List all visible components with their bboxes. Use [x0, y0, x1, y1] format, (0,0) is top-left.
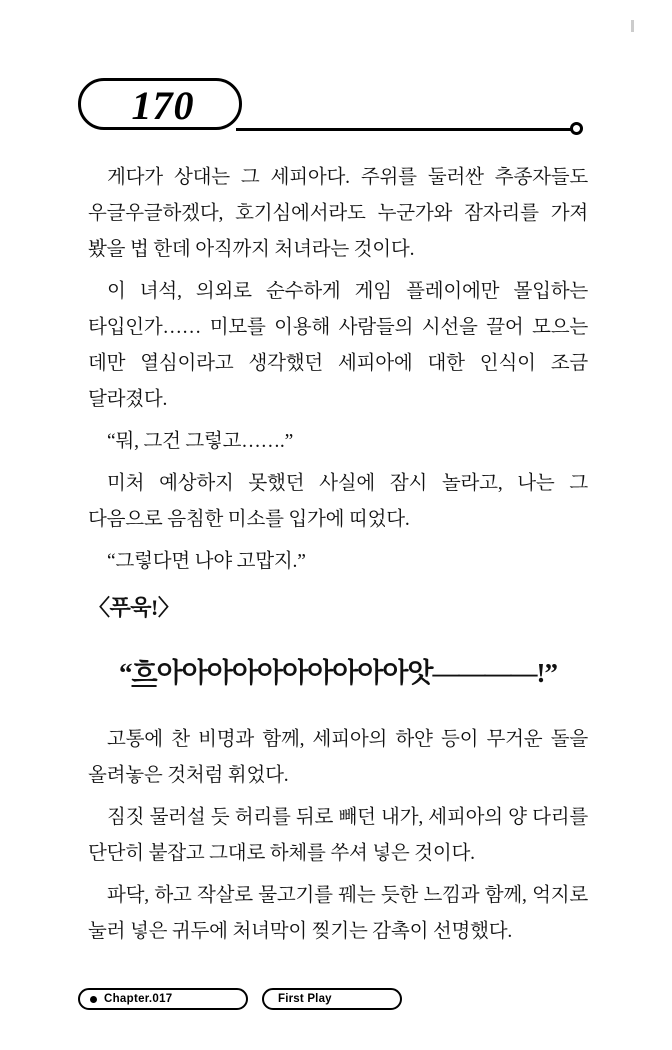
- paragraph: 짐짓 물러설 듯 허리를 뒤로 빼던 내가, 세피아의 양 다리를 단단히 붙잡고 그대로 하체를 쑤셔 넣은 것이다.: [88, 807, 588, 864]
- header-dot-icon: [570, 122, 583, 135]
- bullet-icon: [90, 996, 97, 1003]
- page-header: [0, 78, 672, 140]
- scream-line: [88, 650, 588, 696]
- footer-chapter-badge: [78, 988, 248, 1010]
- dialogue-line: “뭐, 그건 그렇고…….”: [107, 431, 294, 452]
- page-number-capsule: [78, 78, 242, 130]
- paragraph: 게다가 상대는 그 세피아다. 주위를 둘러싼 추종자들도 우글우글하겠다, 호기심에서라도 누군가와 잠자리를 가져 봤을 법 한데 아직까지 처녀라는 것이다.: [88, 167, 588, 260]
- scream-rest-part: 아아아아아아아아아아앗————!”: [156, 658, 557, 688]
- scream-underlined-part: 흐: [131, 658, 157, 688]
- dialogue-line: “그렇다면 나야 고맙지.”: [107, 551, 306, 572]
- footer-chapter-label: Chapter.017: [104, 993, 173, 1005]
- scream-open-quote: “: [119, 658, 132, 688]
- footer-section-label: First Play: [278, 993, 332, 1005]
- paragraph: 파닥, 하고 작살로 물고기를 꿰는 듯한 느낌과 함께, 억지로 눌러 넣은 귀두에 처녀막이 찢기는 감촉이 선명했다.: [88, 885, 588, 942]
- footer-section-badge: [262, 988, 402, 1010]
- paragraph: 고통에 찬 비명과 함께, 세피아의 하얀 등이 무거운 돌을 올려놓은 것처럼 휘었다.: [88, 729, 588, 786]
- page-footer: [0, 988, 672, 1018]
- scan-artifact: [631, 20, 634, 32]
- page-body: [88, 160, 588, 956]
- paragraph: 미처 예상하지 못했던 사실에 잠시 놀라고, 나는 그 다음으로 음침한 미소를 입가에 띠었다.: [88, 473, 588, 530]
- paragraph: 이 녀석, 의외로 순수하게 게임 플레이에만 몰입하는 타입인가…… 미모를 이용해 사람들의 시선을 끌어 모으는 데만 열심이라고 생각했던 세피아에 대한 인식이 조금 달라졌다.: [88, 281, 588, 410]
- page-number: 170: [131, 83, 195, 128]
- sound-effect-line: 〈푸욱!〉: [88, 595, 180, 620]
- header-rule: [236, 128, 576, 131]
